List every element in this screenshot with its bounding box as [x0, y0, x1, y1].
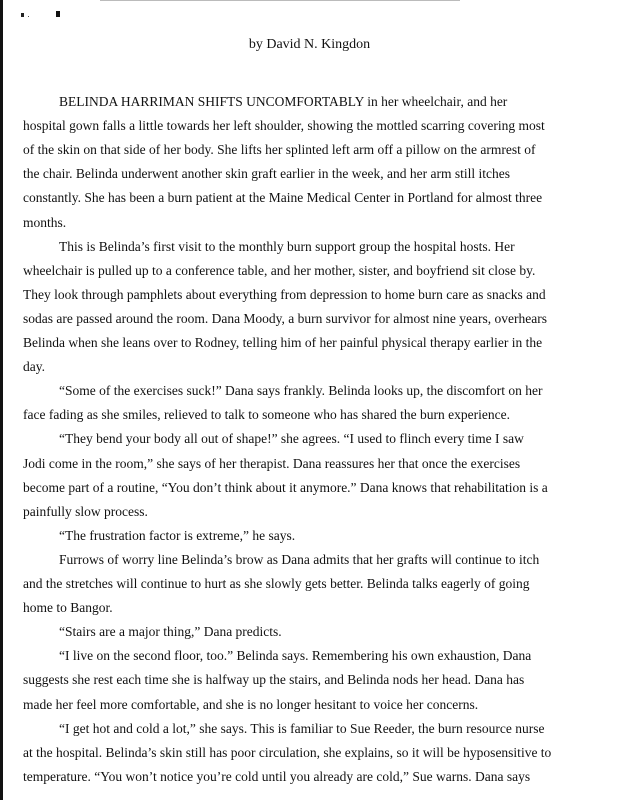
paragraph-first-line: “Some of the exercises suck!” Dana says frankly. Belinda looks up, the discomfort on her	[59, 383, 543, 398]
paragraph-line: sodas are passed around the room. Dana Moody, a burn survivor for almost nine years, overhears	[23, 311, 547, 326]
paragraph-first-line: BELINDA HARRIMAN SHIFTS UNCOMFORTABLY in her wheelchair, and her	[59, 94, 508, 109]
scan-speck	[56, 11, 60, 17]
paragraph-line: made her feel more comfortable, and she is no longer hesitant to voice her concerns.	[23, 697, 479, 712]
paragraph-first-line: “Stairs are a major thing,” Dana predicts.	[59, 624, 282, 639]
paragraph-line: wheelchair is pulled up to a conference table, and her mother, sister, and boyfriend sit close by.	[23, 263, 536, 278]
paragraph-line: Jodi come in the room,” she says of her therapist. Dana reassures her that once the exercises	[23, 456, 521, 471]
scan-speck	[21, 13, 24, 17]
paragraph-line: home to Bangor.	[23, 600, 113, 615]
paragraph-line: constantly. She has been a burn patient at the Maine Medical Center in Portland for almost three	[23, 190, 543, 205]
paragraph-first-line: “The frustration factor is extreme,” he says.	[59, 528, 296, 543]
paragraph-line: Belinda when she leans over to Rodney, telling him of her painful physical therapy earlier in the	[23, 335, 543, 350]
paragraph-first-line: “I get hot and cold a lot,” she says. This is familiar to Sue Reeder, the burn resource nurse	[59, 721, 545, 736]
scan-top-line	[100, 0, 460, 1]
paragraph-line: hospital gown falls a little towards her left shoulder, showing the mottled scarring covering most	[23, 118, 545, 133]
paragraph-first-line: “They bend your body all out of shape!” she agrees. “I used to flinch every time I saw	[59, 431, 524, 446]
paragraph-line: become part of a routine, “You don’t think about it anymore.” Dana knows that rehabilitation is a	[23, 480, 548, 495]
paragraph-first-line: Furrows of worry line Belinda’s brow as Dana admits that her grafts will continue to itch	[59, 552, 540, 567]
paragraph-line: of the skin on that side of her body. She lifts her splinted left arm off a pillow on the armrest of	[23, 142, 536, 157]
paragraph-line: the chair. Belinda underwent another skin graft earlier in the week, and her arm still itches	[23, 166, 510, 181]
author-byline: by David N. Kingdon	[248, 37, 371, 52]
paragraph-line: and the stretches will continue to hurt as she slowly gets better. Belinda talks eagerly of going	[23, 576, 530, 591]
paragraph-first-line: This is Belinda’s first visit to the monthly burn support group the hospital hosts. Her	[59, 239, 515, 254]
paragraph-line: suggests she rest each time she is halfway up the stairs, and Belinda nods her head. Dana has	[23, 672, 525, 687]
paragraph-line: day.	[23, 359, 45, 374]
scan-speck	[28, 16, 29, 17]
paragraph-line: months.	[23, 215, 67, 230]
paragraph-first-line: “I live on the second floor, too.” Belinda says. Remembering his own exhaustion, Dana	[59, 648, 532, 663]
paragraph-line: temperature. “You won’t notice you’re cold until you already are cold,” Sue warns. Dana says	[23, 769, 531, 784]
paragraph-line: They look through pamphlets about everything from depression to home burn care as snacks and	[23, 287, 546, 302]
scan-edge-shadow	[0, 0, 3, 800]
paragraph-line: painfully slow process.	[23, 504, 148, 519]
paragraph-line: at the hospital. Belinda’s skin still has poor circulation, she explains, so it will be hyposensitive to	[23, 745, 552, 760]
paragraph-line: face fading as she smiles, relieved to talk to someone who has shared the burn experience.	[23, 407, 510, 422]
